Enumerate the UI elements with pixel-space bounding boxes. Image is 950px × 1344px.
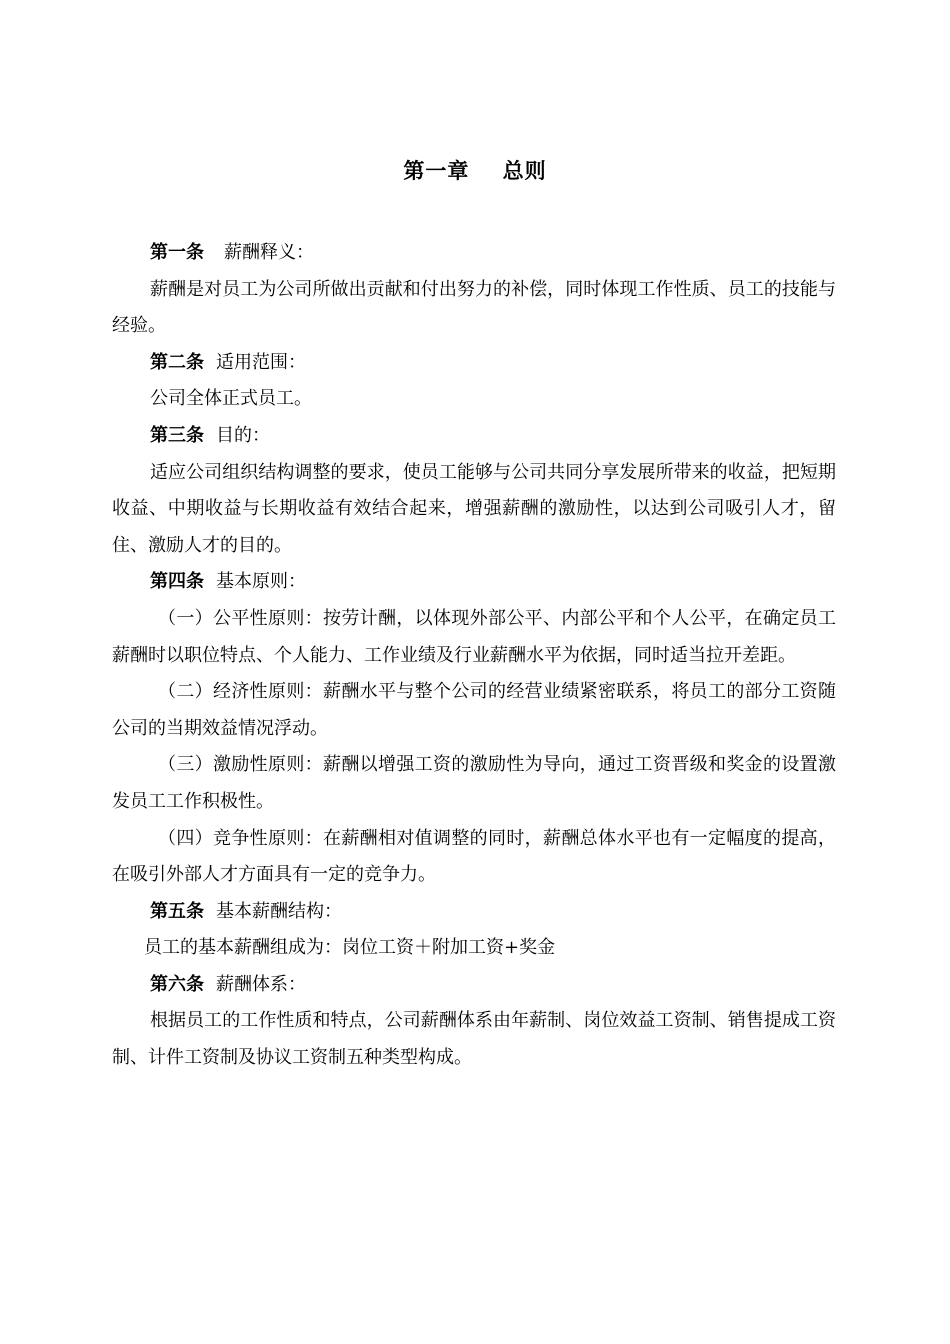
article-label: 第二条 [150, 351, 204, 373]
article-paragraph: 薪酬是对员工为公司所做出贡献和付出努力的补偿，同时体现工作性质、员工的技能与经验。 [112, 278, 836, 337]
principle-paragraph: （四）竞争性原则：在薪酬相对值调整的同时，薪酬总体水平也有一定幅度的提高，在吸引外部人才方面具有一定的竞争力。 [112, 827, 836, 886]
article-paragraph: 适应公司组织结构调整的要求，使员工能够与公司共同分享发展所带来的收益，把短期收益、中期收益与长期收益有效结合起来，增强薪酬的激励性，以达到公司吸引人才，留住、激励人才的目的。 [112, 461, 836, 556]
article-heading-text: 基本薪酬结构： [216, 900, 342, 922]
article-heading [112, 967, 836, 1004]
article-heading [112, 345, 836, 382]
article-heading [112, 564, 836, 601]
article-label: 第一条 [150, 242, 204, 263]
article-heading-text: 目的： [216, 424, 270, 446]
article-heading [112, 894, 836, 931]
article-heading [112, 418, 836, 455]
principle-paragraph: （三）激励性原则：薪酬以增强工资的激励性为导向，通过工资晋级和奖金的设置激发员工工作积极性。 [112, 754, 836, 812]
article-heading [112, 235, 836, 272]
article-label: 第三条 [150, 424, 204, 446]
article-heading-text: 薪酬体系： [216, 973, 306, 995]
article-label: 第五条 [150, 900, 204, 922]
article-paragraph: 员工的基本薪酬组成为：岗位工资＋附加工资+奖金 [144, 937, 556, 959]
article-paragraph: 公司全体正式员工。 [150, 388, 312, 410]
article-label: 第四条 [150, 571, 204, 593]
principle-paragraph: （一）公平性原则：按劳计酬，以体现外部公平、内部公平和个人公平，在确定员工薪酬时以职位特点、个人能力、工作业绩及行业薪酬水平为依据，同时适当拉开差距。 [112, 607, 836, 666]
article-label: 第六条 [150, 973, 204, 995]
article-heading-text: 适用范围： [216, 351, 306, 373]
article-heading-text: 薪酬释义： [224, 242, 314, 263]
chapter-title: 第一章 总则 [403, 158, 547, 183]
article-heading-text: 基本原则： [216, 571, 306, 593]
principle-paragraph: （二）经济性原则：薪酬水平与整个公司的经营业绩紧密联系，将员工的部分工资随公司的当期效益情况浮动。 [112, 681, 836, 739]
article-paragraph: 根据员工的工作性质和特点，公司薪酬体系由年薪制、岗位效益工资制、销售提成工资制、计件工资制及协议工资制五种类型构成。 [112, 1010, 836, 1069]
document-body [112, 235, 836, 1077]
